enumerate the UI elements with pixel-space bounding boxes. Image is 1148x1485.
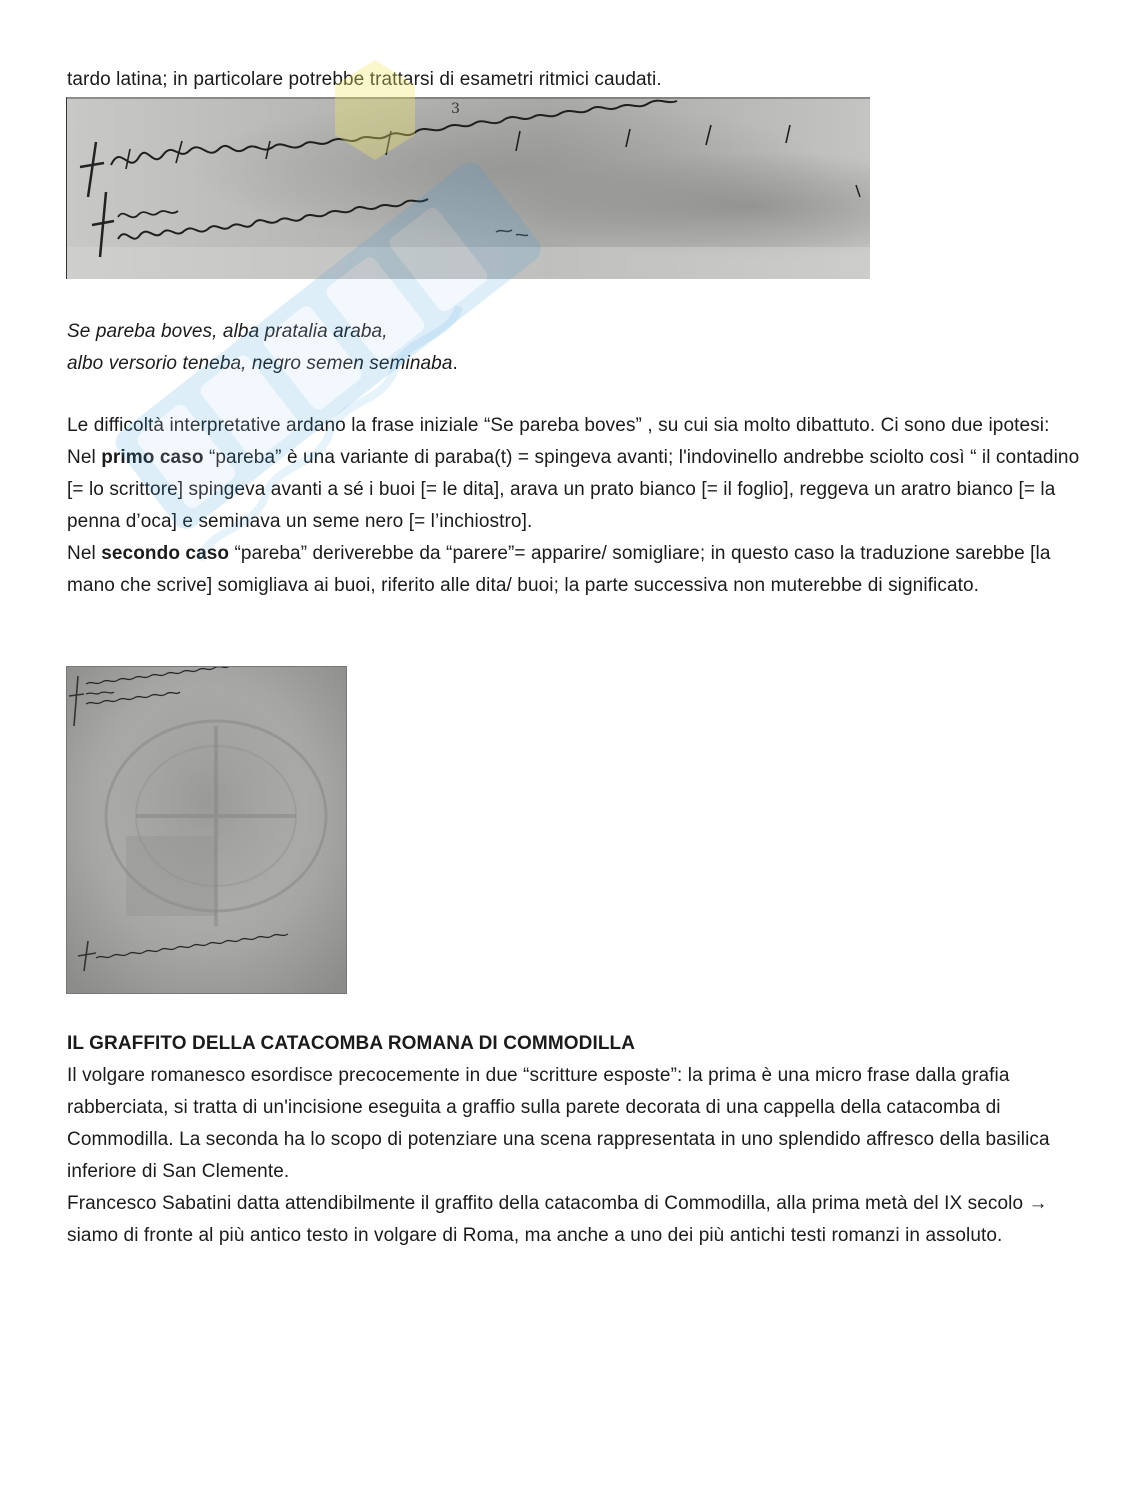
manuscript-strip-image	[66, 97, 870, 279]
primo-caso-label: primo caso	[101, 447, 204, 468]
section-heading: IL GRAFFITO DELLA CATACOMBA ROMANA DI COMMODILLA	[67, 1033, 636, 1054]
interpretation-block	[67, 410, 1087, 602]
intro-line: tardo latina; in particolare potrebbe trattarsi di esametri ritmici caudati.	[67, 69, 662, 90]
interpretation-paragraph-1: Le difficoltà interpretative ardano la frase iniziale “Se pareba boves” , su cui sia molto dibattuto. Ci sono due ipotesi:	[67, 415, 1050, 436]
riddle-line-1: Se pareba boves, alba pratalia araba,	[67, 321, 388, 342]
p3-text: “pareba” deriverebbe da “parere”= apparire/ somigliare; in questo caso la traduzione sarebbe [la mano che scrive] somigliava ai buoi, riferito alle dita/ buoi; la parte successiva non muterebbe di significato.	[67, 543, 1051, 596]
riddle-line-2-period: .	[452, 353, 458, 374]
riddle-line-2-text: albo versorio teneba, negro semen seminaba	[67, 353, 453, 374]
p2-prefix: Nel	[67, 447, 102, 468]
interpretation-paragraph-2	[67, 442, 1087, 538]
manuscript-page-image	[66, 666, 347, 994]
section-paragraph-2: Francesco Sabatini datta attendibilmente il graffito della catacomba di Commodilla, alla prima metà del IX secolo → siamo di fronte al più antico testo in volgare di Roma, ma anche a uno dei più antichi testi romanzi in assoluto.	[67, 1193, 1048, 1246]
secondo-caso-label: secondo caso	[101, 543, 230, 564]
page-number-mark: 3	[451, 101, 460, 117]
interpretation-paragraph-3	[67, 538, 1087, 602]
section-body	[67, 1060, 1087, 1252]
section-paragraph-1: Il volgare romanesco esordisce precocemente in due “scritture esposte”: la prima è una micro frase dalla grafia rabberciata, si tratta di un'incisione eseguita a graffio sulla parete decorata di una cappella della catacomba di Commodilla. La seconda ha lo scopo di potenziare una scena rappresentata in uno splendido affresco della basilica inferiore di San Clemente.	[67, 1065, 1050, 1182]
riddle-line-2	[67, 348, 1087, 380]
p3-prefix: Nel	[67, 543, 102, 564]
p2-text: “pareba” è una variante di paraba(t) = spingeva avanti; l'indovinello andrebbe sciolto così “ il contadino [= lo scrittore] spingeva avanti a sé i buoi [= le dita], arava un prato bianco [= il foglio], reggeva un aratro bianco [= la penna d’oca] e seminava un seme nero [= l’inchiostro].	[67, 447, 1080, 532]
